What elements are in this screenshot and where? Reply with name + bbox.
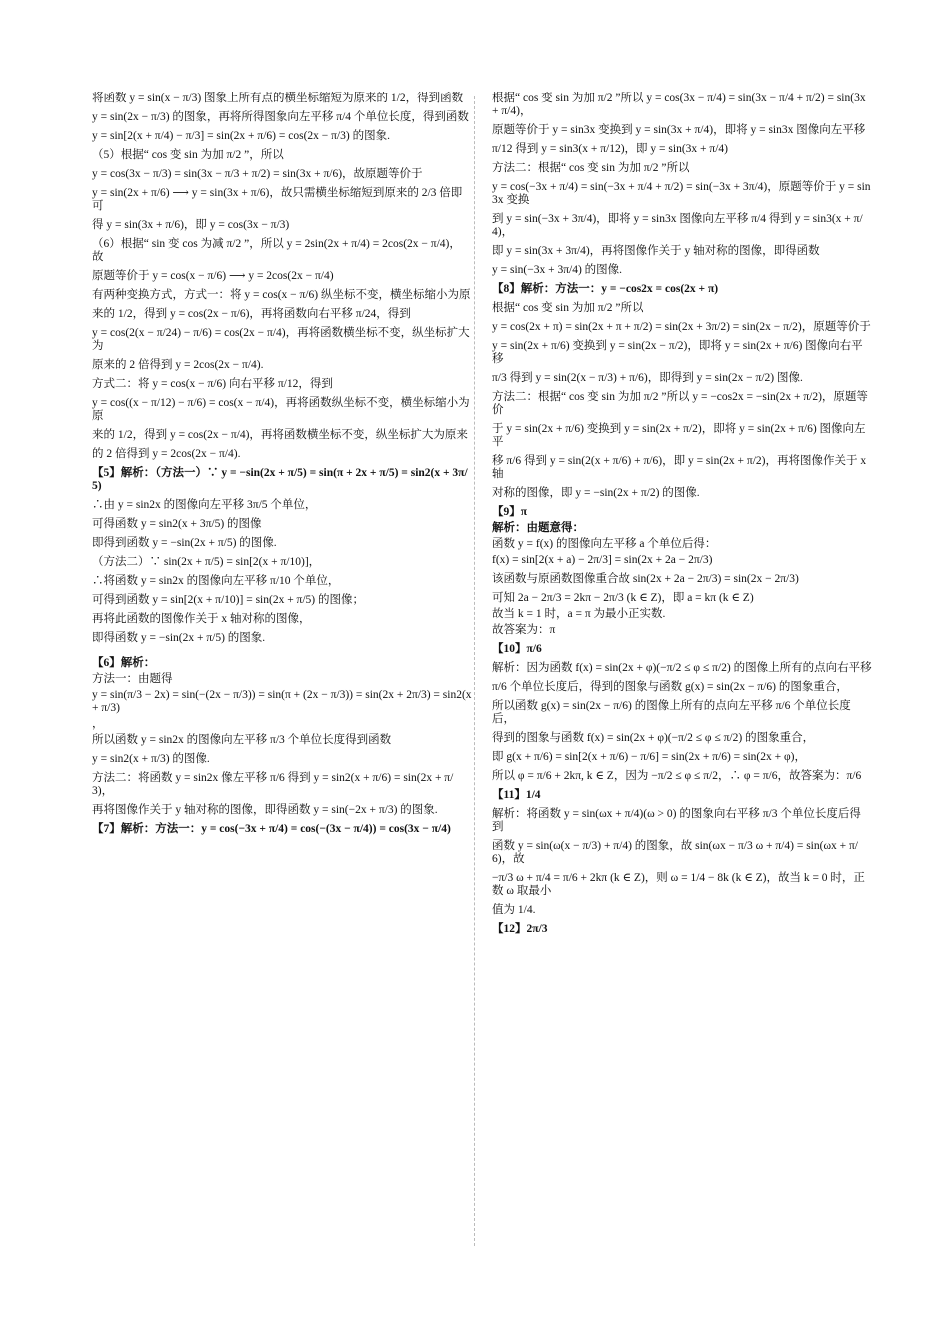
text-line: y = sin(2x + π/6) 变换到 y = sin(2x − π/2)，即将 y = sin(2x + π/6) 图像向右平移 xyxy=(492,340,863,365)
text-line: （方法二）∵ sin(2x + π/5) = sin[2(x + π/10)]， xyxy=(92,556,321,568)
text-line: 方法一：由题得 xyxy=(92,673,173,685)
text-line: 所以函数 y = sin2x 的图像向左平移 π/3 个单位长度得到函数 xyxy=(92,734,392,746)
text-line: 方法二：根据“ cos 变 sin 为加 π/2 ”所以 xyxy=(492,162,690,174)
text-line: 故当 k = 1 时，a = π 为最小正实数. xyxy=(492,608,666,620)
text-line: 来的 1/2，得到 y = cos(2x − π/4)，再将函数横坐标不变，纵坐标扩大为原来 xyxy=(92,429,468,441)
text-line: 到 y = sin(−3x + 3π/4)，即将 y = sin3x 图像向左平移 π/4 得到 y = sin3(x + π/4)， xyxy=(492,213,863,238)
text-line: 函数 y = sin(ω(x − π/3) + π/4) 的图象，故 sin(ωx − π/3 ω + π/4) = sin(ωx + π/6)，故 xyxy=(492,840,859,865)
section-heading: 【11】1/4 xyxy=(492,789,541,801)
section-heading: 【10】π/6 xyxy=(492,643,542,655)
right-column xyxy=(492,92,872,1252)
text-line: 方法二：根据“ cos 变 sin 为加 π/2 ”所以 y = −cos2x = −sin(2x + π/2)，原题等价 xyxy=(492,391,868,416)
text-line: f(x) = sin[2(x + a) − 2π/3] = sin(2x + 2a − 2π/3) xyxy=(492,554,713,566)
text-line: π/12 得到 y = sin3(x + π/12)，即 y = sin(3x + π/4) xyxy=(492,143,728,155)
text-line: y = sin2(x + π/3) 的图像. xyxy=(92,753,210,765)
text-line: 根据“ cos 变 sin 为加 π/2 ”所以 y = cos(3x − π/4) = sin(3x − π/4 + π/2) = sin(3x + π/4)， xyxy=(492,92,866,117)
section-heading: 【7】解析：方法一：y = cos(−3x + π/4) = cos(−(3x − π/4)) = cos(3x − π/4) xyxy=(92,823,451,835)
text-line: 所以函数 g(x) = sin(2x − π/6) 的图像上所有的点向左平移 π/6 个单位长度后， xyxy=(492,700,851,725)
text-line: −π/3 ω + π/4 = π/6 + 2kπ (k ∈ Z)，则 ω = 1/4 − 8k (k ∈ Z)，故当 k = 0 时，正数 ω 取最小 xyxy=(492,872,865,897)
text-line: 得到的图象与函数 f(x) = sin(2x + φ)(−π/2 ≤ φ ≤ π/2) 的图象重合， xyxy=(492,732,815,744)
text-line: 原题等价于 y = sin3x 变换到 y = sin(3x + π/4)，即将 y = sin3x 图像向左平移 xyxy=(492,124,866,136)
text-line: 根据“ cos 变 sin 为加 π/2 ”所以 xyxy=(492,302,644,314)
text-line: 值为 1/4. xyxy=(492,904,536,916)
text-line: 函数 y = f(x) 的图像向左平移 a 个单位后得： xyxy=(492,538,717,550)
text-line: 将函数 y = sin(x − π/3) 图象上所有点的横坐标缩短为原来的 1/2，得到函数 xyxy=(92,92,464,104)
section-heading: 【6】解析： xyxy=(92,657,156,669)
text-line: 的 2 倍得到 y = 2cos(2x − π/4). xyxy=(92,448,241,460)
text-line: 再将图像作关于 y 轴对称的图像，即得函数 y = sin(−2x + π/3) 的图象. xyxy=(92,804,438,816)
text-line: 所以 φ = π/6 + 2kπ, k ∈ Z，因为 −π/2 ≤ φ ≤ π/2，∴ φ = π/6，故答案为：π/6 xyxy=(492,770,862,782)
text-line: 可得函数 y = sin2(x + 3π/5) 的图像 xyxy=(92,518,262,530)
text-line: 解析：因为函数 f(x) = sin(2x + φ)(−π/2 ≤ φ ≤ π/2) 的图像上所有的点向右平移 xyxy=(492,662,872,674)
text-line: 再将此函数的图像作关于 x 轴对称的图像， xyxy=(92,613,311,625)
section-heading: 【12】2π/3 xyxy=(492,923,548,935)
section-heading: 【9】π xyxy=(492,506,528,518)
text-line: 解析：将函数 y = sin(ωx + π/4)(ω > 0) 的图象向右平移 π/3 个单位长度后得到 xyxy=(492,808,861,833)
text-line: ∴由 y = sin2x 的图像向左平移 3π/5 个单位， xyxy=(92,499,317,511)
text-line: 移 π/6 得到 y = sin(2(x + π/6) + π/6)，即 y = sin(2x + π/2)，再将图像作关于 x 轴 xyxy=(492,455,867,480)
text-line: （5）根据“ cos 变 sin 为加 π/2 ”，所以 xyxy=(92,149,284,161)
text-line: ， xyxy=(92,718,104,730)
text-line: 于 y = sin(2x + π/6) 变换到 y = sin(2x + π/2)，即将 y = sin(2x + π/6) 图像向左平 xyxy=(492,423,866,448)
text-line: y = cos((x − π/12) − π/6) = cos(x − π/4)，再将函数纵坐标不变，横坐标缩小为原 xyxy=(92,397,470,422)
text-line: 故答案为：π xyxy=(492,624,556,636)
text-line: 即得到函数 y = −sin(2x + π/5) 的图像. xyxy=(92,537,277,549)
text-line: 方法二：将函数 y = sin2x 像左平移 π/6 得到 y = sin2(x + π/6) = sin(2x + π/3)， xyxy=(92,772,454,797)
text-line: 即 g(x + π/6) = sin[2(x + π/6) − π/6] = sin(2x + π/6) = sin(2x + φ)， xyxy=(492,751,806,763)
section-heading: 【5】解析：（方法一）∵ y = −sin(2x + π/5) = sin(π + 2x + π/5) = sin2(x + 3π/5) xyxy=(92,467,468,492)
text-line: 原题等价于 y = cos(x − π/6) ⟶ y = 2cos(2x − π/4) xyxy=(92,270,334,282)
text-line: 方式二：将 y = cos(x − π/6) 向右平移 π/12，得到 xyxy=(92,378,333,390)
text-line: y = sin[2(x + π/4) − π/3] = sin(2x + π/6) = cos(2x − π/3) 的图象. xyxy=(92,130,390,142)
text-line: 有两种变换方式，方式一：将 y = cos(x − π/6) 纵坐标不变，横坐标缩小为原 xyxy=(92,289,471,301)
left-column xyxy=(92,92,472,1252)
text-line: 对称的图像，即 y = −sin(2x + π/2) 的图像. xyxy=(492,487,700,499)
text-line: y = cos(−3x + π/4) = sin(−3x + π/4 + π/2) = sin(−3x + 3π/4)，原题等价于 y = sin3x 变换 xyxy=(492,181,871,206)
text-line: 即 y = sin(3x + 3π/4)，再将图像作关于 y 轴对称的图像，即得函数 xyxy=(492,245,820,257)
text-line: π/6 个单位长度后，得到的图象与函数 g(x) = sin(2x − π/6) 的图象重合， xyxy=(492,681,848,693)
text-line: 来的 1/2，得到 y = cos(2x − π/6)，再将函数向右平移 π/24，得到 xyxy=(92,308,411,320)
text-line: 可知 2a − 2π/3 = 2kπ − 2π/3 (k ∈ Z)，即 a = kπ (k ∈ Z) xyxy=(492,592,754,604)
text-line: y = sin(2x − π/3) 的图象，再将所得图象向左平移 π/4 个单位长度，得到函数 xyxy=(92,111,469,123)
section-heading: 【8】解析：方法一：y = −cos2x = cos(2x + π) xyxy=(492,283,719,295)
text-line: y = sin(−3x + 3π/4) 的图像. xyxy=(492,264,623,276)
text-line: y = cos(2x + π) = sin(2x + π + π/2) = sin(2x + 3π/2) = sin(2x − π/2)，原题等价于 xyxy=(492,321,871,333)
text-line: y = sin(2x + π/6) ⟶ y = sin(3x + π/6)，故只需横坐标缩短到原来的 2/3 倍即可 xyxy=(92,187,463,212)
text-line: 即得函数 y = −sin(2x + π/5) 的图象. xyxy=(92,632,266,644)
text-line: ∴将函数 y = sin2x 的图像向左平移 π/10 个单位， xyxy=(92,575,340,587)
text-line: y = cos(2(x − π/24) − π/6) = cos(2x − π/4)，再将函数横坐标不变，纵坐标扩大为 xyxy=(92,327,470,352)
text-line: 可得到函数 y = sin[2(x + π/10)] = sin(2x + π/5) 的图像； xyxy=(92,594,365,606)
text-line: 解析：由题意得： xyxy=(492,522,584,534)
column-divider xyxy=(474,96,475,1246)
text-line: （6）根据“ sin 变 cos 为减 π/2 ”，所以 y = 2sin(2x + π/4) = 2cos(2x − π/4)，故 xyxy=(92,238,461,263)
text-line: y = cos(3x − π/3) = sin(3x − π/3 + π/2) = sin(3x + π/6)，故原题等价于 xyxy=(92,168,423,180)
text-line: 原来的 2 倍得到 y = 2cos(2x − π/4). xyxy=(92,359,264,371)
text-line: π/3 得到 y = sin(2(x − π/3) + π/6)，即得到 y = sin(2x − π/2) 图像. xyxy=(492,372,803,384)
text-line: 得 y = sin(3x + π/6)，即 y = cos(3x − π/3) xyxy=(92,219,290,231)
text-line: y = sin(π/3 − 2x) = sin(−(2x − π/3)) = sin(π + (2x − π/3)) = sin(2x + 2π/3) = sin2(x + π/3) xyxy=(92,689,472,714)
text-line: 该函数与原函数图像重合故 sin(2x + 2a − 2π/3) = sin(2x − 2π/3) xyxy=(492,573,799,585)
